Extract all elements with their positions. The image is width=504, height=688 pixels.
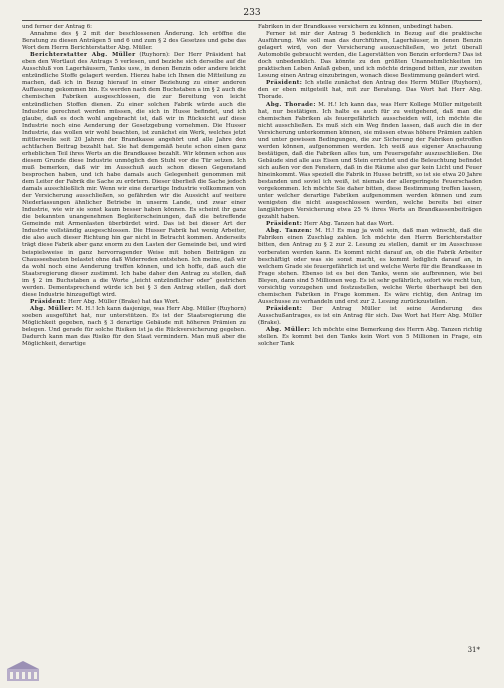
paragraph-text: M. H.! Es mag ja wohl sein, daß man wünscht, daß die Fabriken einen Zuschlag zahlen. Ich möchte den Herrn Berichterstatter bitten, den Antrag zu § 2 zur 2. Lesung zu stellen, damit er im Ausschusse vorberaten werden kann. Es kommt nicht darauf an, ob die Fabrik Arbeiter beschäftigt oder was sie sonst macht, es kommt lediglich darauf an, in welchem Grade sie feuergefährlich ist und welche Werte für die Brandkasse in Frage stehen. Ebenso ist es bei den Tanks, wenn sie aufbrennen, wie bei Bleyen, dann sind 5 Millionen weg. Es ist sehr gefährlich, sofort wie recht tun, vorsichtig vorzugehen und festzustellen, welche Werte überhaupt bei den chemischen Fabriken in Frage kommen. Es wäre richtig, den Antrag im Ausschusse zu verhandeln und erst zur 2. Lesung zurückzustellen. bbox=[258, 228, 482, 305]
paragraph bbox=[258, 221, 482, 228]
paragraph bbox=[258, 24, 482, 31]
library-stamp-icon bbox=[6, 660, 40, 682]
paragraph bbox=[258, 102, 482, 222]
paragraph-text: Der Antrag Müller ist seine Aenderung des Ausschußantrages, es ist ein Antrag für sich. Das Wort hat Herr Abg. Müller (Brake). bbox=[258, 305, 482, 326]
paragraph bbox=[22, 299, 246, 306]
paragraph-text: Ich möchte eine Bemerkung des Herrn Abg. Tanzen richtig stellen. Es kommt bei den Tanks kein Wort von 5 Millionen in Frage, ein solcher Tank bbox=[258, 327, 482, 348]
header-rule bbox=[22, 20, 482, 21]
paragraph-text: Ferner ist mir der Antrag 5 bedenklich in Bezug auf die praktische Ausführung. Wie soll man das durchführen, Lagerhäuser, in denen Benzin gelagert wird, von der Versicherung auszuschließen, wo jetzt überall Automobile gebraucht werden, die Lagerstätten von Benzin erfordern? Das ist doch unbedenklich. Das könnte zu den größten Unannehmlichkeiten im praktischen Leben Anlaß geben, und ich möchte dringend bitten, zur zweiten Lesung einen Antrag einzubringen, wonach diese Bestimmung geändert wird. bbox=[258, 31, 482, 80]
footer-signature: 31* bbox=[467, 646, 480, 654]
paragraph bbox=[258, 31, 482, 80]
paragraph-text: Fabriken in der Brandkasse versichern zu können, unbedingt haben. bbox=[258, 24, 453, 30]
left-column bbox=[22, 24, 246, 348]
paragraph bbox=[22, 31, 246, 52]
paragraph-text: M. H.! Ich kann das, was Herr Kollege Müller mitgeteilt hat, nur bestätigen. Ich halte es auch für zu weitgehend, daß man die chemischen Fabriken als feuergefährlich ausscheiden will, ich möchte die nicht ausschließen. Es muß sich ein Weg finden lassen, daß auch die in der Versicherung unterkommen können, sie müssen etwas höhere Prämien zahlen und unter gewissen Bedingungen, die zur Sicherung der Fabriken getroffen werden können, aufgenommen werden. Ich weiß aus eigener Anschauung bestätigen, daß die Fabriken alles tun, um Feuersgefahr auszuschließen. Die Gebäude sind alle aus Eisen und Stein errichtet und die Beleuchtung befindet sich außen vor den Fenstern, daß in die Räume also gar kein Licht und Feuer hineinkommt. Was speziell die Fabrik in Husse betrifft, so ist sie etwa 20 Jahre bestanden und soviel ich weiß, ist niemals der allergeringste Feuerschaden vorgekommen. Ich möchte Sie daher bitten, diese Bestimmung treffen lassen, unter welcher derartige Fabriken aufgenommen werden können und zum wenigsten die nicht ausgeschlossen werden, welche bereits bei einer langjährigen Versicherung etwa 25 % ihres Werts an Brandkassenbeiträgen gezahlt haben. bbox=[258, 101, 482, 221]
paragraph bbox=[22, 306, 246, 348]
paragraph-text: Ich stelle zunächst den Antrag des Herrn Müller (Ruyhorn), den er eben mitgeteilt hat, mit zur Beratung. Das Wort hat Herr Abg. Thorade. bbox=[258, 80, 482, 101]
paragraph bbox=[22, 24, 246, 31]
speaker-name: Berichterstatter Abg. Müller bbox=[30, 52, 136, 59]
paragraph bbox=[258, 228, 482, 306]
paragraph-text: und ferner der Antrag 6: bbox=[22, 24, 93, 30]
speaker-name: Präsident: bbox=[266, 221, 303, 228]
speaker-name: Abg. Thorade: bbox=[266, 101, 316, 108]
paragraph bbox=[258, 80, 482, 101]
paragraph-text: Herr Abg. Tanzen hat das Wort. bbox=[302, 221, 394, 228]
speaker-name: Abg. Tanzen: bbox=[266, 228, 313, 235]
speaker-name: Präsident: bbox=[30, 298, 67, 305]
paragraph-text: Herr Abg. Müller (Brake) hat das Wort. bbox=[66, 298, 180, 305]
paragraph-text: (Ruyhorn): Der Herr Präsident hat eben den Wortlaut des Antrags 5 verlesen, und beziehe sich derselbe auf die Ausschluß von Lagerhäusern, Tanks usw., in denen Benzin oder andere leicht entzündliche Stoffe gelagert werden. Hierzu habe ich Ihnen die Mitteilung zu machen, daß ich in Bezug hierauf in einer Beziehung zu einer anderen Auffassung gekommen bin. Es werden nach dem Buchstaben a im § 2 auch die chemischen Fabriken ausgeschlossen, die zur Bereitung von leicht entzündlichen Stoffen dienen. Zu einer solchen Fabrik würde auch die Industrie gerechnet werden müssen, die sich in Husse befindet, und ich glaube, daß es doch wohl angebracht ist, daß wir in Rücksicht auf diese Industrie noch eine Aenderung der Gesetzgebung vornehmen. Die Husser Industrie, das wollen wir wohl beachten, ist zunächst ein Werk, welches jetzt mittlerweile seit 20 Jahren der Brandkasse angehört und alle Jahre den achtfachen Beitrag bezahlt hat. Sie hat demgemäß heute schon einen ganz erheblichen Teil ihres Werts an die Brandkasse bezahlt. Wir können schon aus diesem Grunde diese Industrie unmöglich den Stuhl vor die Tür setzen. Ich muß bemerken, daß wir im Ausschuß auch schon diesen Gegenstand besprochen haben, und ich habe damals auch Gelegenheit genommen mit dem Leiter der Fabrik die Sache zu erörtern. Dieser überließ die Sache jedoch damals ausschließlich mir. Wenn wir eine derartige Industrie vollkommen von der Versicherung ausschließen, so gefährden wir die Aussicht auf weitere Niederlassungen ähnlicher Betriebe in unserm Lande, und zwar einer Industrie, wie wir sie sonst kaum besser haben können. Es scheint ihr ganz die bekannten unangenehmen Begleiterscheinungen, daß die betreffende Gemeinde mit Armenlasten überbürdet wird. Das ist bei dieser Art der Industrie vollständig ausgeschlossen. Die Husser Fabrik hat wenig Arbeiter, die also auch dieser Richtung hin gar nicht in Betracht kommen. Anderseits trägt diese Fabrik aber ganz enorm zu den Lasten der Gemeinde bei, und wird beispielsweise in ganz hervorragender Weise mit hohen Beiträgen zu Chausseebauten belastet ohne daß Widerreden entstehen. Ich meine, daß wir da wohl noch eine Aenderung treffen können, und ich hoffe, daß auch die Staatsregierung dieser zustimmt. Ich habe daher den Antrag zu stellen, daß im § 2 im Buchstaben a die Worte „leicht entzündlicher oder“ gestrichen werden. Dementsprechend würde ich bei § 3 den Antrag stellen, daß dort diese Industrie hinzugefügt wird. bbox=[22, 52, 246, 298]
paragraph-text: M. H.! Ich kann dasjenige, was Herr Abg. Müller (Ruyhorn) soeben ausgeführt hat, nur unterstützen. Es ist der Staatsregierung die Möglichkeit gegeben, nach § 3 derartige Gebäude mit höheren Prämien zu belegen. Und gerade für solche Risiken ist ja die Rückversicherung gegeben. Dadurch kann man das Risiko für den Staat vermindern. Man muß aber die Möglichkeit, derartige bbox=[22, 305, 247, 348]
speaker-name: Präsident: bbox=[266, 305, 303, 312]
right-column bbox=[258, 24, 482, 348]
speaker-name: Präsident: bbox=[266, 80, 303, 87]
paragraph bbox=[22, 52, 246, 299]
paragraph bbox=[258, 306, 482, 327]
paragraph-text: Annahme des § 2 mit der beschlossenen Änderung. Ich eröffne die Beratung zu diesen Anträgen 5 und 6 und zum § 2 des Gesetzes und gebe das Wort dem Herrn Berichterstatter Abg. Müller. bbox=[22, 31, 246, 52]
speaker-name: Abg. Müller: bbox=[266, 327, 311, 334]
speaker-name: Abg. Müller: bbox=[30, 305, 75, 312]
paragraph bbox=[258, 327, 482, 348]
page-number: 233 bbox=[243, 8, 261, 18]
